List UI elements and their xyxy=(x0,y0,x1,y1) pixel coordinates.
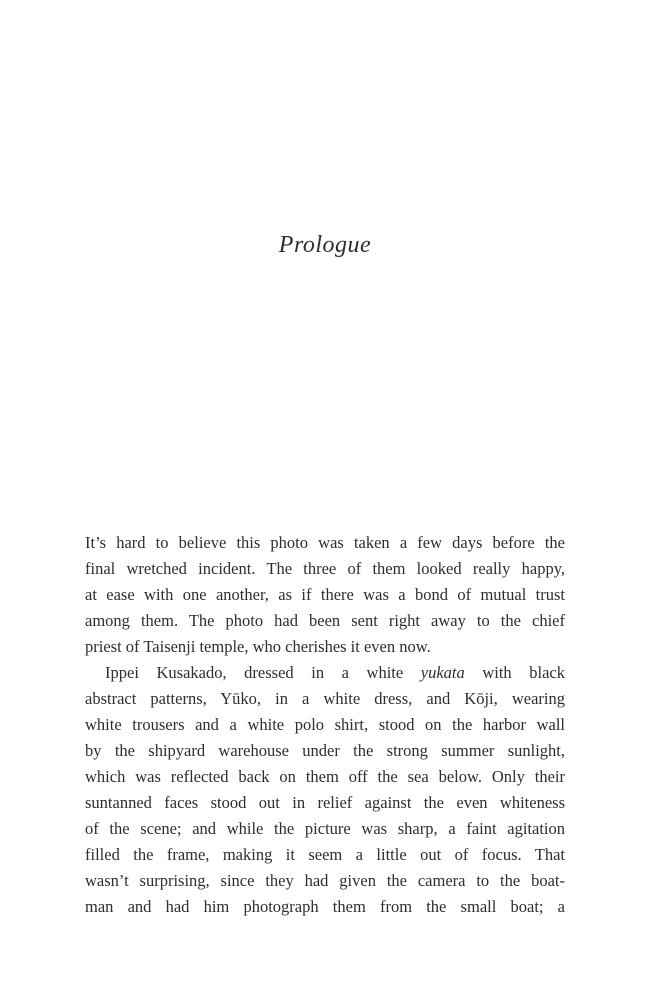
body-text xyxy=(85,530,565,920)
text-segment: man and had him photograph them from the small boat; a xyxy=(85,897,565,916)
text-segment: It’s hard to believe this photo was taken a few days before the xyxy=(85,533,565,552)
text-line xyxy=(85,894,565,920)
text-segment: suntanned faces stood out in relief against the even whiteness xyxy=(85,793,565,812)
text-line xyxy=(85,686,565,712)
text-segment: wasn’t surprising, since they had given the camera to the boat- xyxy=(85,871,565,890)
chapter-heading: Prologue xyxy=(278,232,372,258)
text-line xyxy=(85,608,565,634)
text-line xyxy=(85,816,565,842)
text-segment: filled the frame, making it seem a little out of focus. That xyxy=(85,845,565,864)
text-line xyxy=(85,738,565,764)
text-segment: at ease with one another, as if there was a bond of mutual trust xyxy=(85,585,565,604)
text-line xyxy=(85,868,565,894)
text-segment: white trousers and a white polo shirt, stood on the harbor wall xyxy=(85,715,565,734)
text-segment: of the scene; and while the picture was sharp, a faint agitation xyxy=(85,819,565,838)
text-line xyxy=(85,842,565,868)
text-segment: with black xyxy=(464,663,565,682)
text-line xyxy=(85,764,565,790)
text-segment: among them. The photo had been sent right away to the chief xyxy=(85,611,565,630)
text-line xyxy=(85,556,565,582)
text-line xyxy=(85,634,565,660)
text-line xyxy=(85,790,565,816)
italic-term: yukata xyxy=(420,663,465,682)
text-segment: which was reflected back on them off the sea below. Only their xyxy=(85,767,565,786)
text-segment: priest of Taisenji temple, who cherishes it even now. xyxy=(85,637,431,656)
text-line xyxy=(85,712,565,738)
text-segment: final wretched incident. The three of them looked really happy, xyxy=(85,559,565,578)
text-line xyxy=(85,530,565,556)
text-line xyxy=(85,660,565,686)
text-segment: abstract patterns, Yūko, in a white dress, and Kōji, wearing xyxy=(85,689,565,708)
text-segment: Ippei Kusakado, dressed in a white xyxy=(105,663,421,682)
text-line xyxy=(85,582,565,608)
text-segment: by the shipyard warehouse under the strong summer sunlight, xyxy=(85,741,565,760)
